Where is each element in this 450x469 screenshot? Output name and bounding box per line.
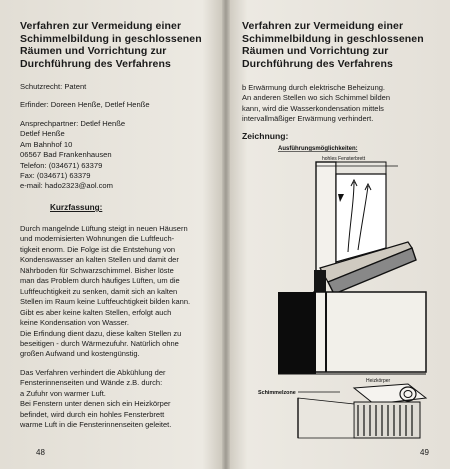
- body-line: warme Luft in die Fensterinnenseiten geleitet.: [20, 420, 172, 430]
- right-page: [230, 0, 450, 469]
- title-line: Räumen und Vorrichtung zur: [242, 45, 389, 57]
- schutzrecht-text: Schutzrecht: Patent: [20, 82, 87, 91]
- book-gutter: [222, 0, 230, 469]
- schutzrecht: [20, 82, 86, 92]
- drawing-svg: [258, 142, 440, 442]
- kurzfassung-heading: Kurzfassung:: [50, 203, 103, 212]
- contact-line: Fax: (034671) 63379: [20, 171, 91, 181]
- body-line: keine Kondensation von Wasser.: [20, 318, 129, 328]
- body-line: tigkeit enorm. Die Folge ist die Entstehung von: [20, 244, 176, 254]
- title-line: Schimmelbildung in geschlossenen: [20, 32, 202, 45]
- body-line: a Zufuhr von warmer Luft.: [20, 388, 106, 398]
- contact-line: Am Bahnhof 10: [20, 139, 73, 149]
- body-line: man das Problem durch häufiges Lüften, um die: [20, 276, 180, 286]
- body-line: beseitigen - durch Wärmezufuhr. Natürlich ohne: [20, 338, 179, 348]
- erwaermung-body: [242, 83, 390, 125]
- body-line: intervallmäßiger Erwärmung verhindert.: [242, 114, 374, 124]
- contact-line: Ansprechpartner: Detlef Henße: [20, 119, 126, 128]
- left-page-title: [20, 20, 202, 70]
- verfahren-body: [20, 368, 171, 431]
- title-line: Durchführung des Verfahrens: [242, 57, 393, 70]
- erfinder: [20, 100, 150, 110]
- body-line: b Erwärmung durch elektrische Beheizung.: [242, 83, 385, 92]
- body-line: Bei Fenstern unter denen sich ein Heizkörper: [20, 399, 171, 409]
- left-page: [0, 0, 222, 469]
- contact-line: 06567 Bad Frankenhausen: [20, 150, 112, 160]
- body-line: Fensterinnenseiten und Wände z.B. durch:: [20, 378, 163, 388]
- contact-line: Telefon: (034671) 63379: [20, 160, 103, 170]
- page-number-right: 49: [420, 448, 429, 457]
- contact-block: [20, 119, 125, 192]
- body-line: Nährboden für Schwarzschimmel. Bisher löste: [20, 265, 174, 275]
- title-line: Verfahren zur Vermeidung einer: [242, 20, 404, 32]
- drawing-label-schimmelzone: Schimmelzone: [258, 390, 296, 396]
- technical-drawing: [258, 142, 438, 422]
- body-line: und modernisierten Wohnungen die Luftfeuch-: [20, 234, 175, 244]
- body-line: Die Erfindung dient dazu, diese kalten Stellen zu: [20, 328, 182, 338]
- contact-line: e-mail: hado2323@aol.com: [20, 181, 113, 191]
- wall-section-drawing: [278, 292, 426, 374]
- title-line: Schimmelbildung in geschlossenen: [242, 32, 424, 45]
- body-line: An anderen Stellen wo sich Schimmel bilden: [242, 93, 390, 103]
- right-page-title: [242, 20, 424, 70]
- body-line: Luftfeuchtigkeit zu senken, damit sich an kalten: [20, 286, 178, 296]
- zeichnung-heading: Zeichnung:: [242, 131, 289, 141]
- body-line: großen Aufwand und kostengünstig.: [20, 349, 140, 359]
- body-line: Durch mangelnde Lüftung steigt in neuen Häusern: [20, 224, 188, 233]
- title-line: Räumen und Vorrichtung zur: [20, 45, 167, 57]
- heater-drawing: [298, 384, 426, 438]
- erfinder-text: Erfinder: Doreen Henße, Detlef Henße: [20, 100, 150, 109]
- title-line: Durchführung des Verfahrens: [20, 57, 171, 70]
- page-number-left: 48: [36, 448, 45, 457]
- body-line: Stellen im Raum keine Luftfeuchtigkeit bilden kann.: [20, 297, 191, 307]
- title-line: Verfahren zur Vermeidung einer: [20, 20, 182, 32]
- contact-line: Detlef Henße: [20, 129, 65, 139]
- drawing-label-heizkoerper: Heizkörper: [366, 378, 391, 384]
- body-line: Kondenswasser an kalten Stellen und damit der: [20, 255, 179, 265]
- body-line: kann, wird die Wasserkondensation mittels: [242, 103, 384, 113]
- drawing-label-fensterbrett: hohles Fensterbrett: [322, 156, 366, 162]
- body-line: befindet, wird durch ein hohles Fensterbrett: [20, 409, 165, 419]
- drawing-label-top: Ausführungsmöglichkeiten:: [278, 146, 358, 152]
- body-line: Das Verfahren verhindert die Abkühlung der: [20, 368, 166, 377]
- kurzfassung-body: [20, 224, 190, 360]
- body-line: Gibt es aber keine kalten Stellen, erfolgt auch: [20, 307, 172, 317]
